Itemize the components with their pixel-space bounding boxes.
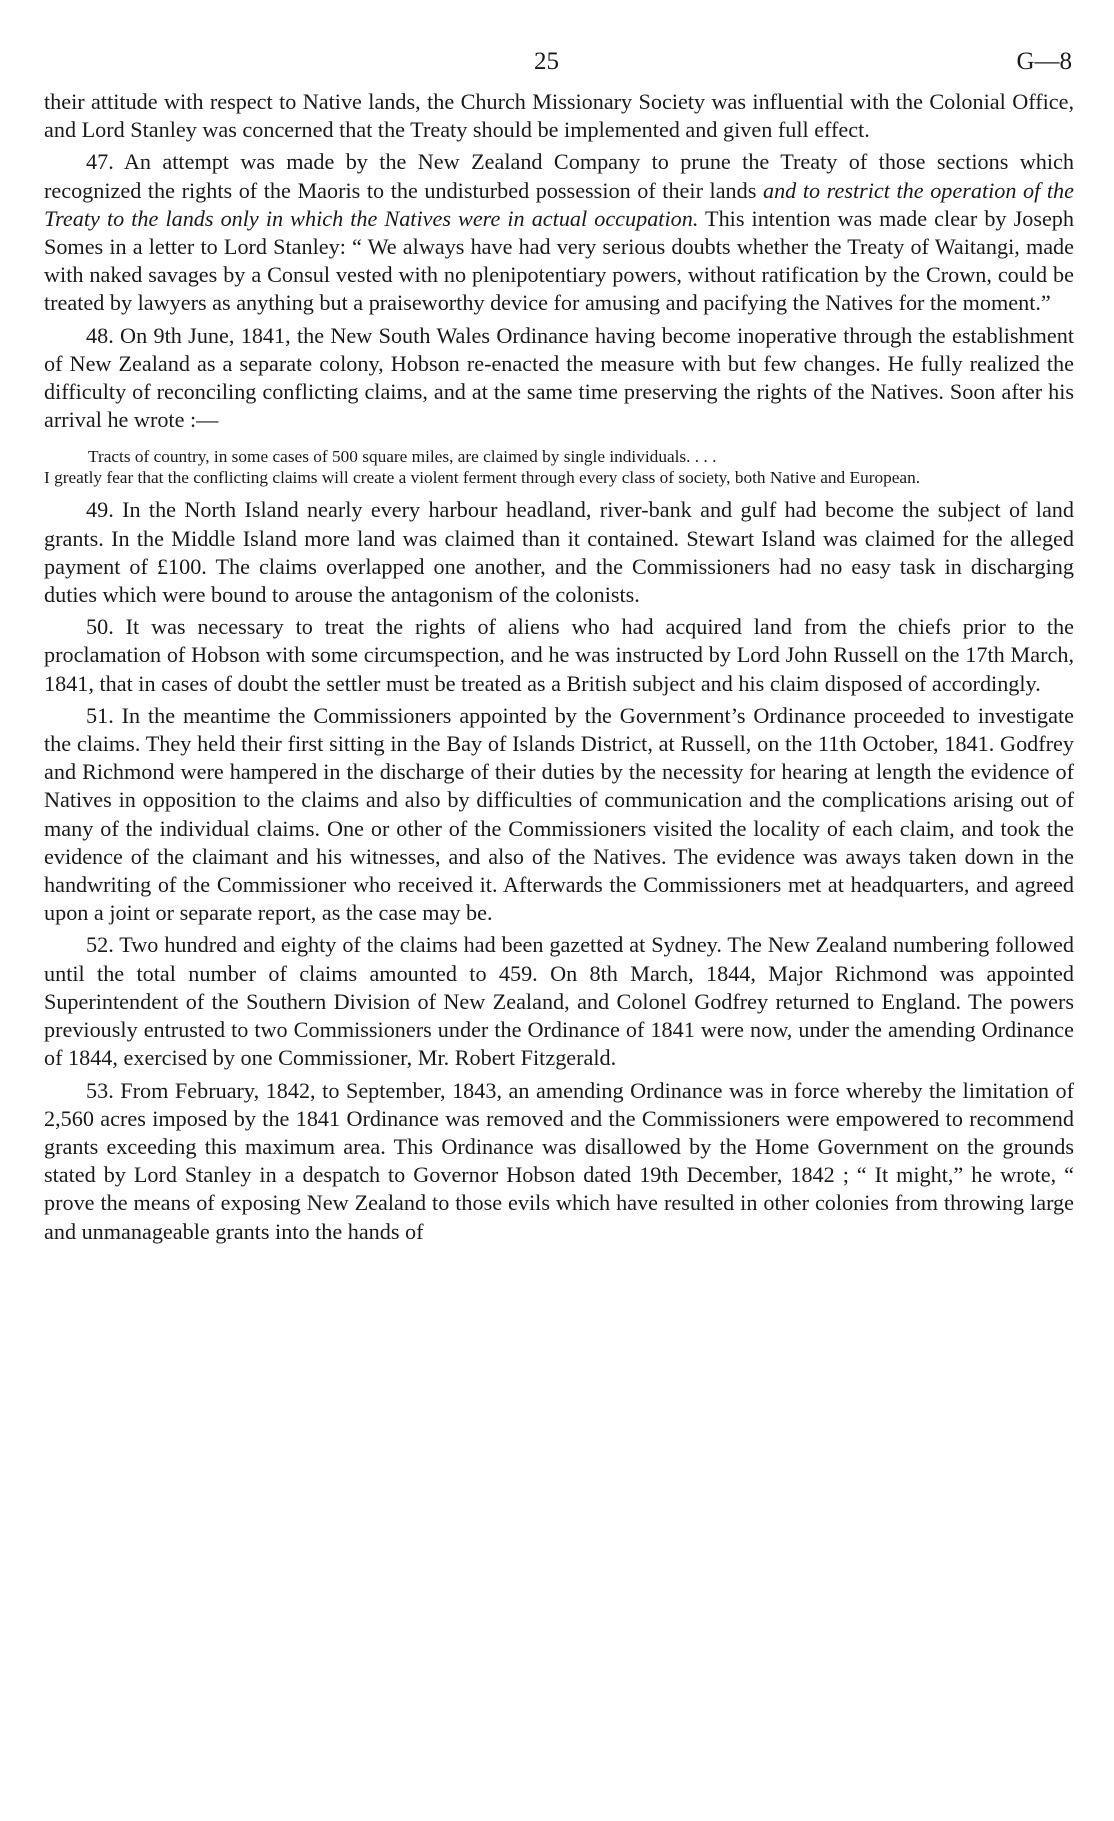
page-number: 25	[534, 48, 559, 75]
paragraph-47-text-b: This intention was made clear by Joseph Somes in a letter to Lord Stanley: “ We always have had very serious doubts whether the Treaty of Waitangi, made with naked savages by a Consul vested with no plenipotentiary powers, without ratification by the Crown, could be treated by lawyers as anything but a praiseworthy device for amusing and pacifying the Natives for the moment.”	[44, 205, 1074, 316]
paragraph-51: 51. In the meantime the Commissioners appointed by the Government’s Ordinance proceeded to investigate the claims. They held their first sitting in the Bay of Islands District, at Russell, on the 11th October, 1841. Godfrey and Richmond were hampered in the discharge of their duties by the necessity for hearing at length the evidence of Natives in opposition to the claims and also by difficulties of communication and the complications arising out of many of the individual claims. One or other of the Commissioners visited the locality of each claim, and took the evidence of the claimant and his witnesses, and also of the Natives. The evidence was aways taken down in the handwriting of the Commissioner who received it. Afterwards the Commissioners met at headquarters, and agreed upon a joint or separate report, as the case may be.	[44, 702, 1074, 926]
quote-line-2: I greatly fear that the conflicting claims will create a violent ferment through every class of society, both Native and European.	[44, 468, 921, 488]
paragraph-53: 53. From February, 1842, to September, 1843, an amending Ordinance was in force whereby the limitation of 2,560 acres imposed by the 1841 Ordinance was removed and the Commissioners were empowered to recommend grants exceeding this maximum area. This Ordinance was disallowed by the Home Government on the grounds stated by Lord Stanley in a despatch to Governor Hobson dated 19th December, 1842 ; “ It might,” he wrote, “ prove the means of exposing New Zealand to those evils which have resulted in other colonies from throwing large and unmanageable grants into the hands of	[44, 1077, 1074, 1244]
paragraph-49: 49. In the North Island nearly every harbour headland, river-bank and gulf had become the subject of land grants. In the Middle Island more land was claimed than it contained. Stewart Island was claimed for the alleged payment of £100. The claims overlapped one another, and the Commissioners had no easy task in discharging duties which were bound to arouse the antagonism of the colonists.	[44, 497, 1074, 608]
paragraph-47-text-a: 47. An attempt was made by the New Zealand Company to prune the Treaty of those sections which recognized the rights of the Maoris to the undisturbed possession of their lands	[44, 149, 1074, 203]
document-reference: G—8	[1016, 48, 1072, 75]
paragraph-52: 52. Two hundred and eighty of the claims had been gazetted at Sydney. The New Zealand numbering followed until the total number of claims amounted to 459. On 8th March, 1844, Major Richmond was appointed Superintendent of the Southern Division of New Zealand, and Colonel Godfrey returned to England. The powers previously entrusted to two Commissioners under the Ordinance of 1841 were now, under the amending Ordinance of 1844, exercised by one Commissioner, Mr. Robert Fitzgerald.	[44, 932, 1074, 1071]
paragraph-47-italic: and to restrict the operation of the Treaty to the lands only in which the Natives were in actual occupation.	[44, 177, 1074, 231]
paragraph-48: 48. On 9th June, 1841, the New South Wales Ordinance having become inoperative through the establishment of New Zealand as a separate colony, Hobson re-enacted the measure with but few changes. He fully realized the difficulty of reconciling conflicting claims, and at the same time preserving the rights of the Natives. Soon after his arrival he wrote :—	[44, 322, 1074, 433]
paragraph-46-continued: their attitude with respect to Native lands, the Church Missionary Society was influential with the Colonial Office, and Lord Stanley was concerned that the Treaty should be implemented and given full effect.	[44, 89, 1074, 143]
block-quote	[44, 446, 1074, 488]
paragraph-47	[44, 148, 1074, 317]
document-page	[44, 48, 1074, 1250]
paragraph-50: 50. It was necessary to treat the rights of aliens who had acquired land from the chiefs prior to the proclamation of Hobson with some circumspection, and he was instructed by Lord John Russell on the 17th March, 1841, that in cases of doubt the settler must be treated as a British subject and his claim disposed of accordingly.	[44, 614, 1074, 696]
page-header	[44, 48, 1074, 88]
quote-line-1: Tracts of country, in some cases of 500 square miles, are claimed by single individuals. . . .	[88, 447, 717, 467]
